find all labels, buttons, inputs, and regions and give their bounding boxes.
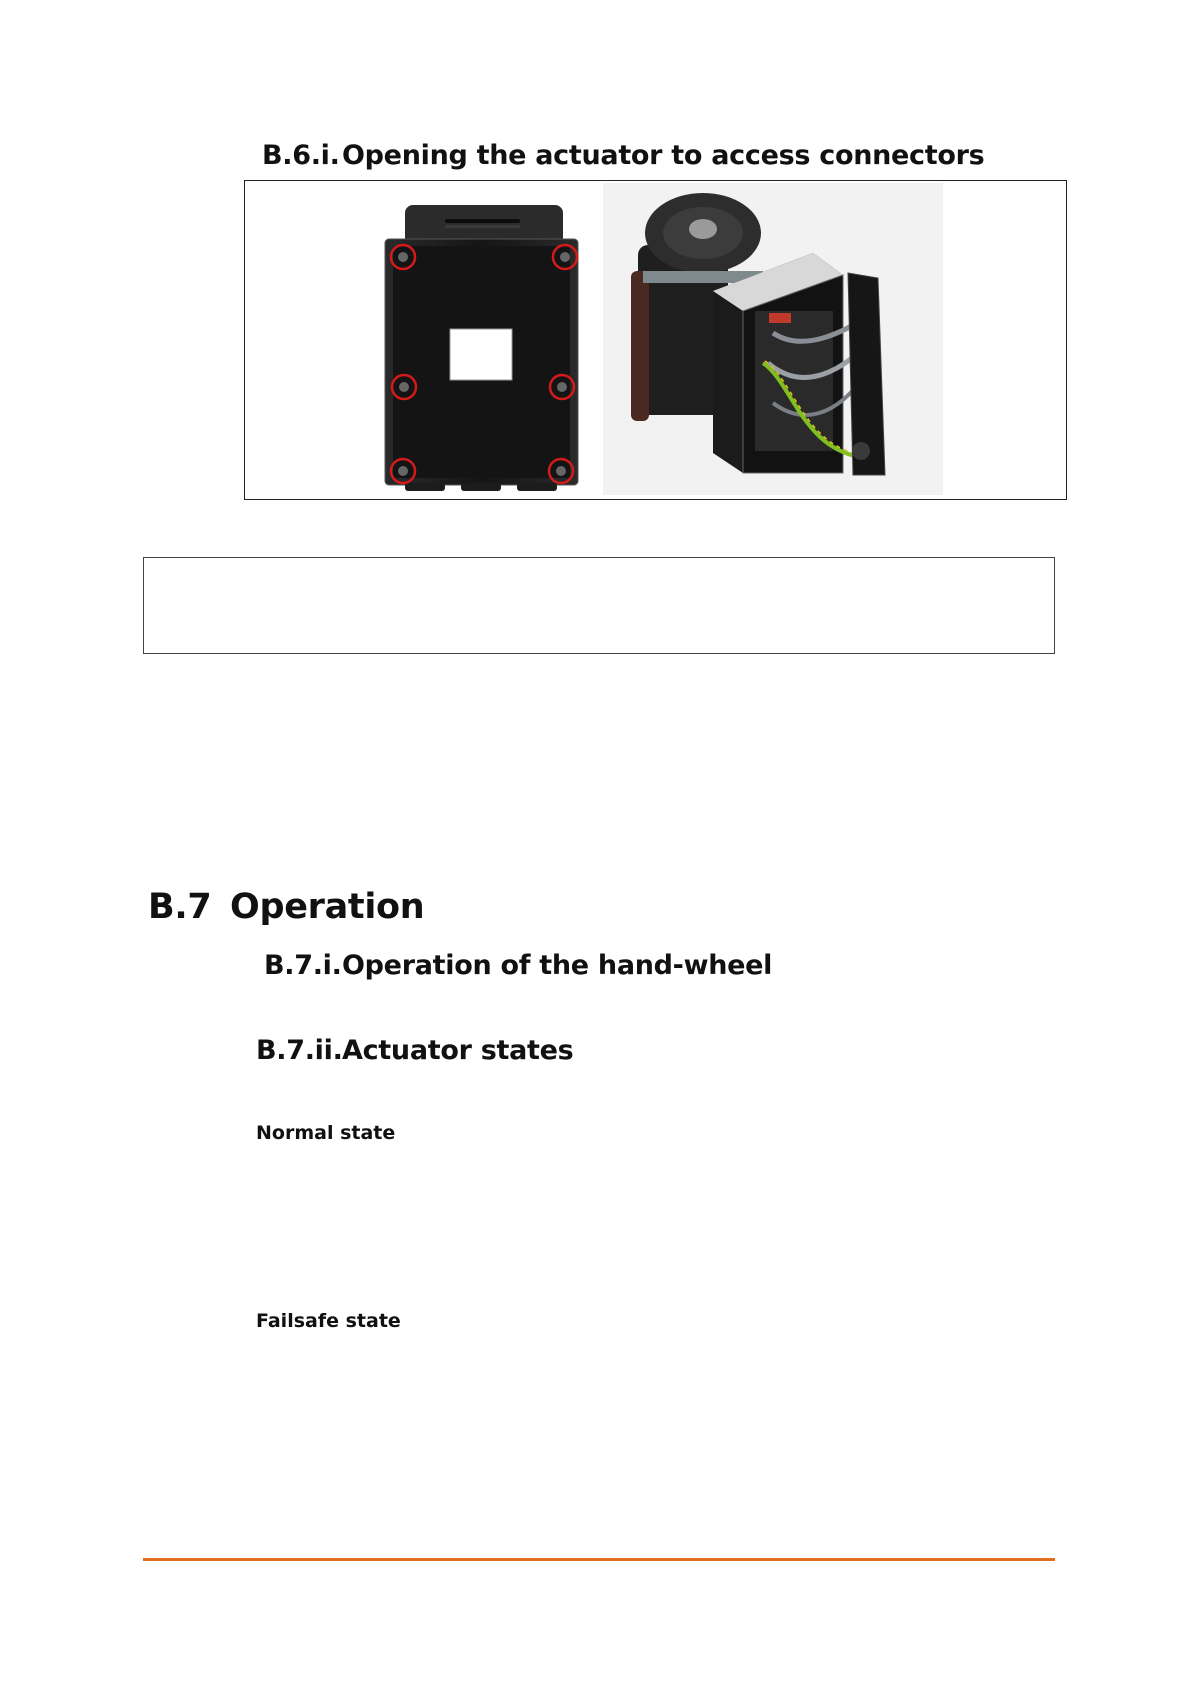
section-title: Opening the actuator to access connectors xyxy=(342,140,985,171)
footer-divider xyxy=(143,1558,1055,1561)
actuator-opened-image xyxy=(603,183,943,495)
section-number: B.6.i. xyxy=(262,140,340,171)
section-title: Actuator states xyxy=(342,1035,574,1066)
section-heading-b7 xyxy=(148,887,424,927)
section-heading-b7i xyxy=(264,950,772,981)
section-title: Operation of the hand-wheel xyxy=(342,950,773,981)
figure-box xyxy=(244,180,1067,500)
failsafe-state-label: Failsafe state xyxy=(256,1310,401,1332)
section-title: Operation xyxy=(230,887,425,927)
section-heading-b6i xyxy=(262,140,984,171)
section-number: B.7 xyxy=(148,887,212,927)
section-number: B.7.i. xyxy=(264,950,342,981)
note-box xyxy=(143,557,1055,654)
actuator-cover-image xyxy=(375,201,590,493)
section-number: B.7.ii. xyxy=(256,1035,343,1066)
section-heading-b7ii xyxy=(256,1035,573,1066)
normal-state-label: Normal state xyxy=(256,1122,396,1144)
